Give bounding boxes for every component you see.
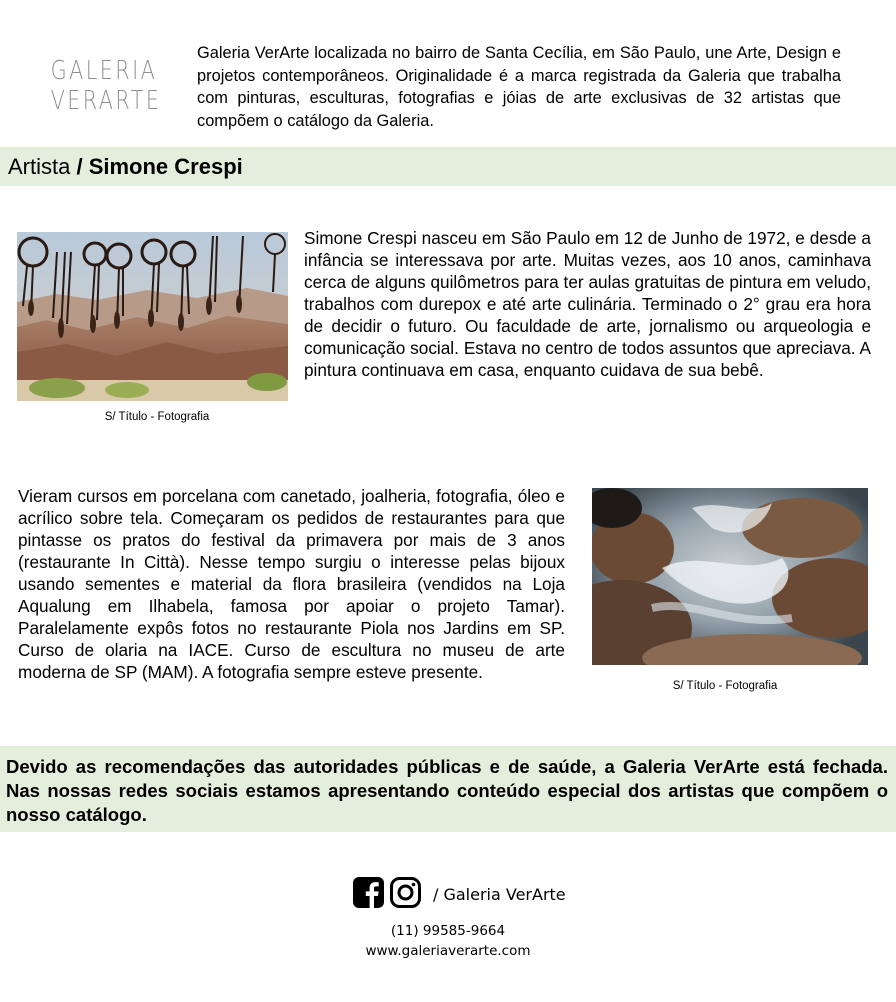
artist-title-band [0, 147, 896, 186]
contact-website[interactable]: www.galeriaverarte.com [365, 943, 531, 959]
biography-paragraph-1: Simone Crespi nasceu em São Paulo em 12 de Junho de 1972, e desde a infância se interessava por arte. Muitas vezes, aos 10 anos, caminhava cerca de alguns quilômetros para ter aulas gratuitas de pintura em veludo, trabalhos com durepox e até arte culinária. Terminado o 2° grau era hora de decidir o futuro. Ou faculdade de arte, jornalismo ou arqueologia e comunicação social. Estava no centro de todos assuntos que apreciava. A pintura continuava em casa, enquanto cuidava de sua bebê. [304, 228, 871, 380]
social-handle: / Galeria VerArte [433, 885, 566, 904]
artist-name: Simone Crespi [88, 154, 243, 179]
closure-notice-text: Devido as recomendações das autoridades públicas e de saúde, a Galeria VerArte está fechada. Nas nossas redes sociais estamos apresentando conteúdo especial dos artistas que compõem o nosso catálogo. [6, 756, 888, 825]
closure-notice-band [0, 746, 896, 832]
biography-paragraph-2: Vieram cursos em porcelana com canetado, joalheria, fotografia, óleo e acrílico sobre tela. Começaram os pedidos de restaurantes para que pintasse os pratos do festival da primavera por mais de 3 anos (restaurante In Città). Nesse tempo surgiu o interesse pelas bijoux usando sementes e material da flora brasileira (vendidos na Loja Aqualung em Ilhabela, famosa por apoiar o projeto Tamar). Paralelamente expôs fotos no restaurante Piola nos Jardins em SP. Curso de olaria na IACE. Curso de escultura no museu de arte moderna de SP (MAM). A fotografia sempre esteve presente. [18, 486, 565, 682]
artist-title [8, 154, 243, 180]
artist-title-separator: / [70, 154, 89, 179]
contact-phone: (11) 99585-9664 [390, 923, 506, 939]
gallery-intro-text: Galeria VerArte localizada no bairro de Santa Cecília, em São Paulo, une Arte, Design e projetos contemporâneos. Originalidade é a marca registrada da Galeria que trabalha com pinturas, esculturas, fotografias e jóias de arte exclusivas de 32 artistas que compõem o catálogo da Galeria. [197, 44, 841, 130]
facebook-icon[interactable] [353, 877, 384, 908]
logo-line-1: GALERIA [50, 56, 158, 86]
photo-caption-1: S/ Título - Fotografia [104, 411, 210, 423]
photo-river-rocks [592, 488, 868, 665]
instagram-icon[interactable] [390, 877, 421, 908]
artist-title-prefix: Artista [8, 154, 71, 179]
logo-line-2: VERARTE [50, 86, 162, 116]
photo-caption-2: S/ Título - Fotografia [672, 680, 778, 692]
photo-dreamcatchers-canyon [17, 232, 288, 401]
gallery-logo [40, 56, 162, 116]
